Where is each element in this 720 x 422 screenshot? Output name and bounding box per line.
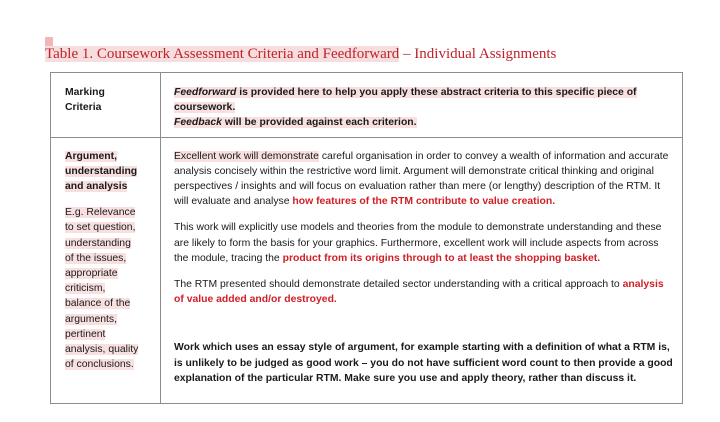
paragraph-2-body: This work will explicitly use models and theories from the module to demonstrate understanding and these are likely to form the basis for your graphics. Furthermore, excellent work will include aspects from across the module, tracing the bbox=[174, 222, 662, 264]
criterion-example-line: analysis, quality bbox=[65, 344, 139, 356]
feedforward-intro-rest: is provided here to help you apply these abstract criteria to this specific piece of coursework. bbox=[174, 87, 637, 114]
paragraph-1-body: careful organisation in order to convey a wealth of information and accurate analysis concisely within the restrictive word limit. Argument will demonstrate critical thinking and original perspectives / insights and will focus on evaluation rather than mere (or lengthy) description of the RTM. It will evaluate and analyse bbox=[174, 150, 669, 208]
feedforward-term: Feedforward bbox=[174, 87, 237, 98]
criterion-cell bbox=[51, 137, 161, 403]
feedback-term: Feedback bbox=[174, 117, 222, 129]
feedback-intro bbox=[174, 115, 674, 130]
caption-title: Table 1. Coursework Assessment Criteria and Feedforward bbox=[45, 46, 400, 62]
feedforward-paragraph-4: Work which uses an essay style of argument, for example starting with a definition of what a RTM is, is unlikely to be judged as good work – you do not have sufficient word count to then provide a good explanation of the particular RTM. Make sure you use and apply theory, rather than discuss it. bbox=[174, 342, 673, 384]
paragraph-3-body: The RTM presented should demonstrate detailed sector understanding with a critical approach to bbox=[174, 279, 623, 291]
criteria-table bbox=[50, 72, 683, 404]
criterion-example-line: understanding bbox=[65, 237, 131, 249]
criterion-example-line: of conclusions. bbox=[65, 359, 134, 371]
header-left-line1: Marking bbox=[65, 87, 105, 98]
criterion-example-line: pertinent bbox=[65, 328, 106, 340]
criterion-example-line: criticism, bbox=[65, 283, 106, 295]
criterion-title-line: Argument, bbox=[65, 150, 117, 162]
feedforward-cell bbox=[161, 137, 683, 403]
criterion-example-line: of the issues, bbox=[65, 252, 127, 264]
paragraph-3-emphasis: analysis of value added and/or destroyed. bbox=[174, 279, 664, 306]
header-left-line2: Criteria bbox=[65, 102, 102, 114]
paragraph-2-emphasis: product from its origins through to at least the shopping basket. bbox=[282, 252, 601, 264]
criterion-examples bbox=[65, 205, 156, 372]
criterion-example-line: to set question, bbox=[65, 222, 136, 234]
feedforward-paragraph-3 bbox=[174, 277, 674, 307]
criterion-title-line: and analysis bbox=[65, 181, 128, 193]
criterion-row bbox=[51, 137, 683, 403]
criterion-example-line: appropriate bbox=[65, 268, 118, 280]
paragraph-1-lead: Excellent work will demonstrate bbox=[174, 150, 319, 162]
feedforward-paragraph-1 bbox=[174, 149, 674, 210]
table-caption bbox=[45, 46, 685, 63]
feedforward-paragraph-2 bbox=[174, 220, 674, 266]
criterion-title-line: understanding bbox=[65, 165, 138, 177]
header-right-cell bbox=[161, 73, 683, 138]
caption-subtitle: – Individual Assignments bbox=[399, 46, 557, 62]
feedback-intro-rest: will be provided against each criterion. bbox=[221, 117, 417, 129]
header-row bbox=[51, 73, 683, 138]
paragraph-1-emphasis: how features of the RTM contribute to value creation. bbox=[292, 196, 556, 208]
criterion-example-line: balance of the bbox=[65, 298, 131, 310]
criterion-example-line: E.g. Relevance bbox=[65, 207, 136, 219]
criterion-title bbox=[65, 149, 156, 195]
header-left-cell bbox=[51, 73, 161, 138]
feedforward-intro bbox=[174, 85, 674, 115]
criterion-example-line: arguments, bbox=[65, 313, 117, 325]
